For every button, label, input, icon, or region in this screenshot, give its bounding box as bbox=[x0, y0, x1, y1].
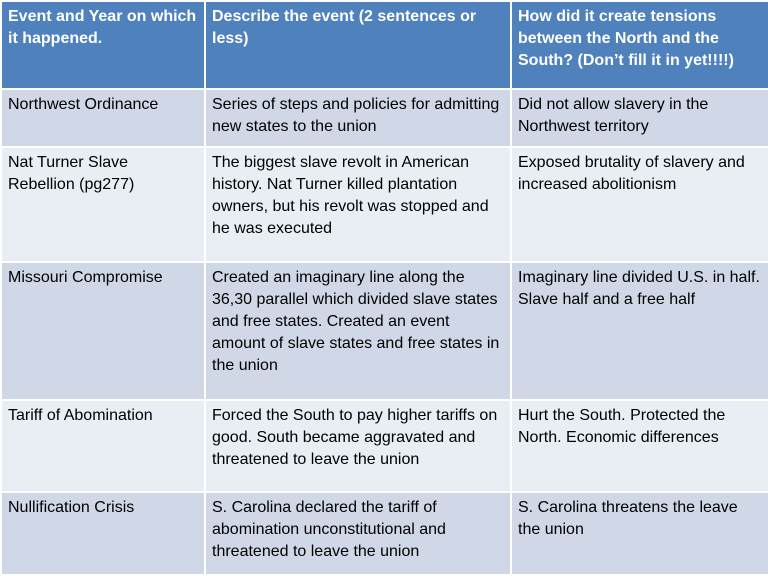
header-row bbox=[1, 1, 768, 89]
event-cell: Nat Turner Slave Rebellion (pg277) bbox=[1, 147, 205, 262]
table-row bbox=[1, 147, 768, 262]
tensions-cell: Hurt the South. Protected the North. Economic differences bbox=[511, 400, 768, 492]
description-cell: Created an imaginary line along the 36,30 parallel which divided slave states and free states. Created an event amount of slave states and free states in the union bbox=[205, 262, 511, 399]
header-event: Event and Year on which it happened. bbox=[1, 1, 205, 89]
tensions-cell: Exposed brutality of slavery and increased abolitionism bbox=[511, 147, 768, 262]
event-cell: Tariff of Abomination bbox=[1, 400, 205, 492]
header-description: Describe the event (2 sentences or less) bbox=[205, 1, 511, 89]
description-cell: S. Carolina declared the tariff of abomination unconstitutional and threatened to leave the union bbox=[205, 492, 511, 575]
header-tensions: How did it create tensions between the North and the South? (Don’t fill it in yet!!!!) bbox=[511, 1, 768, 89]
description-cell: Forced the South to pay higher tariffs on good. South became aggravated and threatened to leave the union bbox=[205, 400, 511, 492]
tensions-cell: S. Carolina threatens the leave the union bbox=[511, 492, 768, 575]
tensions-cell: Did not allow slavery in the Northwest territory bbox=[511, 89, 768, 147]
table-row bbox=[1, 492, 768, 575]
description-cell: The biggest slave revolt in American history. Nat Turner killed plantation owners, but his revolt was stopped and he was executed bbox=[205, 147, 511, 262]
event-cell: Missouri Compromise bbox=[1, 262, 205, 399]
event-cell: Northwest Ordinance bbox=[1, 89, 205, 147]
description-cell: Series of steps and policies for admitting new states to the union bbox=[205, 89, 511, 147]
event-cell: Nullification Crisis bbox=[1, 492, 205, 575]
table-row bbox=[1, 89, 768, 147]
tensions-cell: Imaginary line divided U.S. in half. Slave half and a free half bbox=[511, 262, 768, 399]
table-row bbox=[1, 262, 768, 399]
table-row bbox=[1, 400, 768, 492]
